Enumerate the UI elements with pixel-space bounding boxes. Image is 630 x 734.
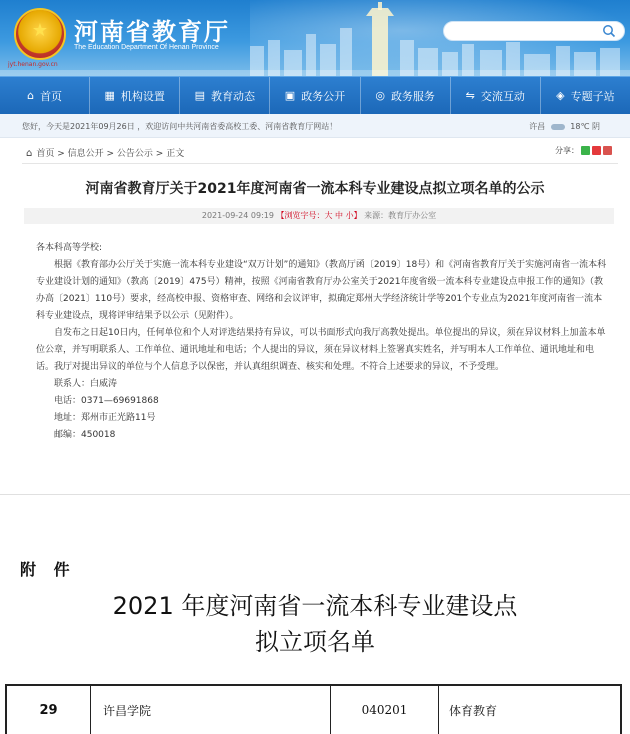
wechat-share-icon[interactable] xyxy=(581,146,590,155)
welcome-text: 您好，今天是2021年09月26日 ，欢迎访问中共河南省委高校工委、河南省教育厅网站！ xyxy=(22,122,338,131)
interact-icon: ⇋ xyxy=(465,89,475,102)
table-cell-code: 040201 xyxy=(331,686,439,734)
search-icon[interactable] xyxy=(602,24,616,38)
weibo-share-icon[interactable] xyxy=(592,146,601,155)
article-source: 来源：教育厅办公室 xyxy=(364,211,437,220)
cloud-icon xyxy=(551,124,565,130)
site-subtitle: The Education Department Of Henan Province xyxy=(74,44,219,51)
font-small-button[interactable]: 小 xyxy=(345,211,354,220)
font-medium-button[interactable]: 中 xyxy=(335,211,344,220)
weather-temp: 18℃ 阴 xyxy=(570,122,600,131)
public-icon: ▣ xyxy=(284,89,296,102)
table-cell-school: 许昌学院 xyxy=(91,686,331,734)
contact-address: 地址：郑州市正光路11号 xyxy=(54,413,156,423)
main-nav xyxy=(0,76,630,114)
font-large-button[interactable]: 大 xyxy=(324,211,333,220)
nav-item-public[interactable]: ▣ 政务公开 xyxy=(270,77,360,114)
breadcrumb-divider xyxy=(22,163,618,164)
org-icon: ▦ xyxy=(104,89,115,102)
attachment-table xyxy=(5,684,622,734)
article-body xyxy=(36,240,608,444)
print-icon[interactable] xyxy=(603,146,612,155)
topic-icon: ◈ xyxy=(556,89,565,102)
share-bar xyxy=(555,145,612,156)
emblem-url: jyt.henan.gov.cn xyxy=(8,61,58,68)
weather-city: 许昌 xyxy=(529,122,546,131)
nav-item-topic[interactable]: ◈ 专题子站 xyxy=(556,89,615,103)
paragraph-1: 根据《教育部办公厅关于实施一流本科专业建设“双万计划”的通知》（教高厅函〔2019〕18号）和《河南省教育厅关于实施河南省一流本科专业建设计划的通知》（教高〔2019〕475号）精神，按照《河南省教育厅办公室关于2021年度省级一流本科专业建设点申报工作的通知》（教办高〔2021〕110号）要求，经高校申报、资格审查、网络和会议评审，拟确定郑州大学经济统计学等201个专业点为2021年度河南省一流本科专业建设点，现将评审结果予以公示（见附件）。 xyxy=(36,260,607,321)
breadcrumb-home-icon: ⌂ xyxy=(26,148,33,159)
breadcrumb-home[interactable]: 首页 xyxy=(36,149,55,159)
breadcrumb-notice[interactable]: 公告公示 xyxy=(116,149,153,159)
article-date: 2021-09-24 09:19 xyxy=(201,211,274,220)
section-divider xyxy=(0,494,630,495)
nav-item-news[interactable]: ▤ 教育动态 xyxy=(180,77,270,114)
article-title: 河南省教育厅关于2021年度河南省一流本科专业建设点拟立项名单的公示 xyxy=(85,181,545,197)
breadcrumb: ⌂ 首页 > 信息公开 > 公告公示 > 正文 xyxy=(26,148,185,159)
contact-person: 联系人：白威涛 xyxy=(54,379,118,389)
nav-item-org[interactable]: ▦ 机构设置 xyxy=(90,77,180,114)
article-meta xyxy=(24,208,614,224)
paragraph-2: 自发布之日起10日内，任何单位和个人对评选结果持有异议，可以书面形式向我厅高教处提出。单位提出的异议，须在异议材料上加盖本单位公章，并写明联系人、工作单位、通讯地址和电话；个人提出的异议，须在异议材料上签署真实姓名，并写明本人工作单位、通讯地址和电话。我厅对提出异议的单位与个人信息予以保密，并认真组织调查、核实和处理。不符合上述要求的异议，不予受理。 xyxy=(36,328,606,372)
contact-postcode: 邮编：450018 xyxy=(54,430,116,440)
nav-item-service[interactable]: ◎ 政务服务 xyxy=(361,77,451,114)
nav-item-home[interactable]: ⌂ 首页 xyxy=(0,77,90,114)
breadcrumb-current: 正文 xyxy=(166,149,185,159)
table-cell-no: 29 xyxy=(7,686,91,734)
font-size-control: 【浏览字号：大 中 小】 xyxy=(276,211,362,220)
home-icon: ⌂ xyxy=(27,89,35,102)
service-icon: ◎ xyxy=(375,89,385,102)
attachment-title-line1: 2021 年度河南省一流本科专业建设点 xyxy=(112,592,518,620)
weather-widget xyxy=(529,121,600,132)
breadcrumb-info[interactable]: 信息公开 xyxy=(67,149,104,159)
attachment-title-line2: 拟立项名单 xyxy=(255,628,375,656)
share-label: 分享： xyxy=(555,146,579,155)
nav-item-interact[interactable]: ⇋ 交流互动 xyxy=(451,77,541,114)
contact-phone: 电话：0371—69691868 xyxy=(54,396,159,406)
attachment-label: 附 件 xyxy=(20,560,76,579)
national-emblem-icon[interactable]: ★ xyxy=(14,8,66,60)
news-icon: ▤ xyxy=(194,89,206,102)
table-cell-major: 体育教育 xyxy=(449,703,498,718)
site-title[interactable]: 河南省教育厅 xyxy=(74,18,230,46)
header-banner xyxy=(0,0,630,76)
search-input[interactable] xyxy=(443,21,625,41)
salutation: 各本科高等学校: xyxy=(36,243,103,253)
welcome-bar xyxy=(0,114,630,138)
